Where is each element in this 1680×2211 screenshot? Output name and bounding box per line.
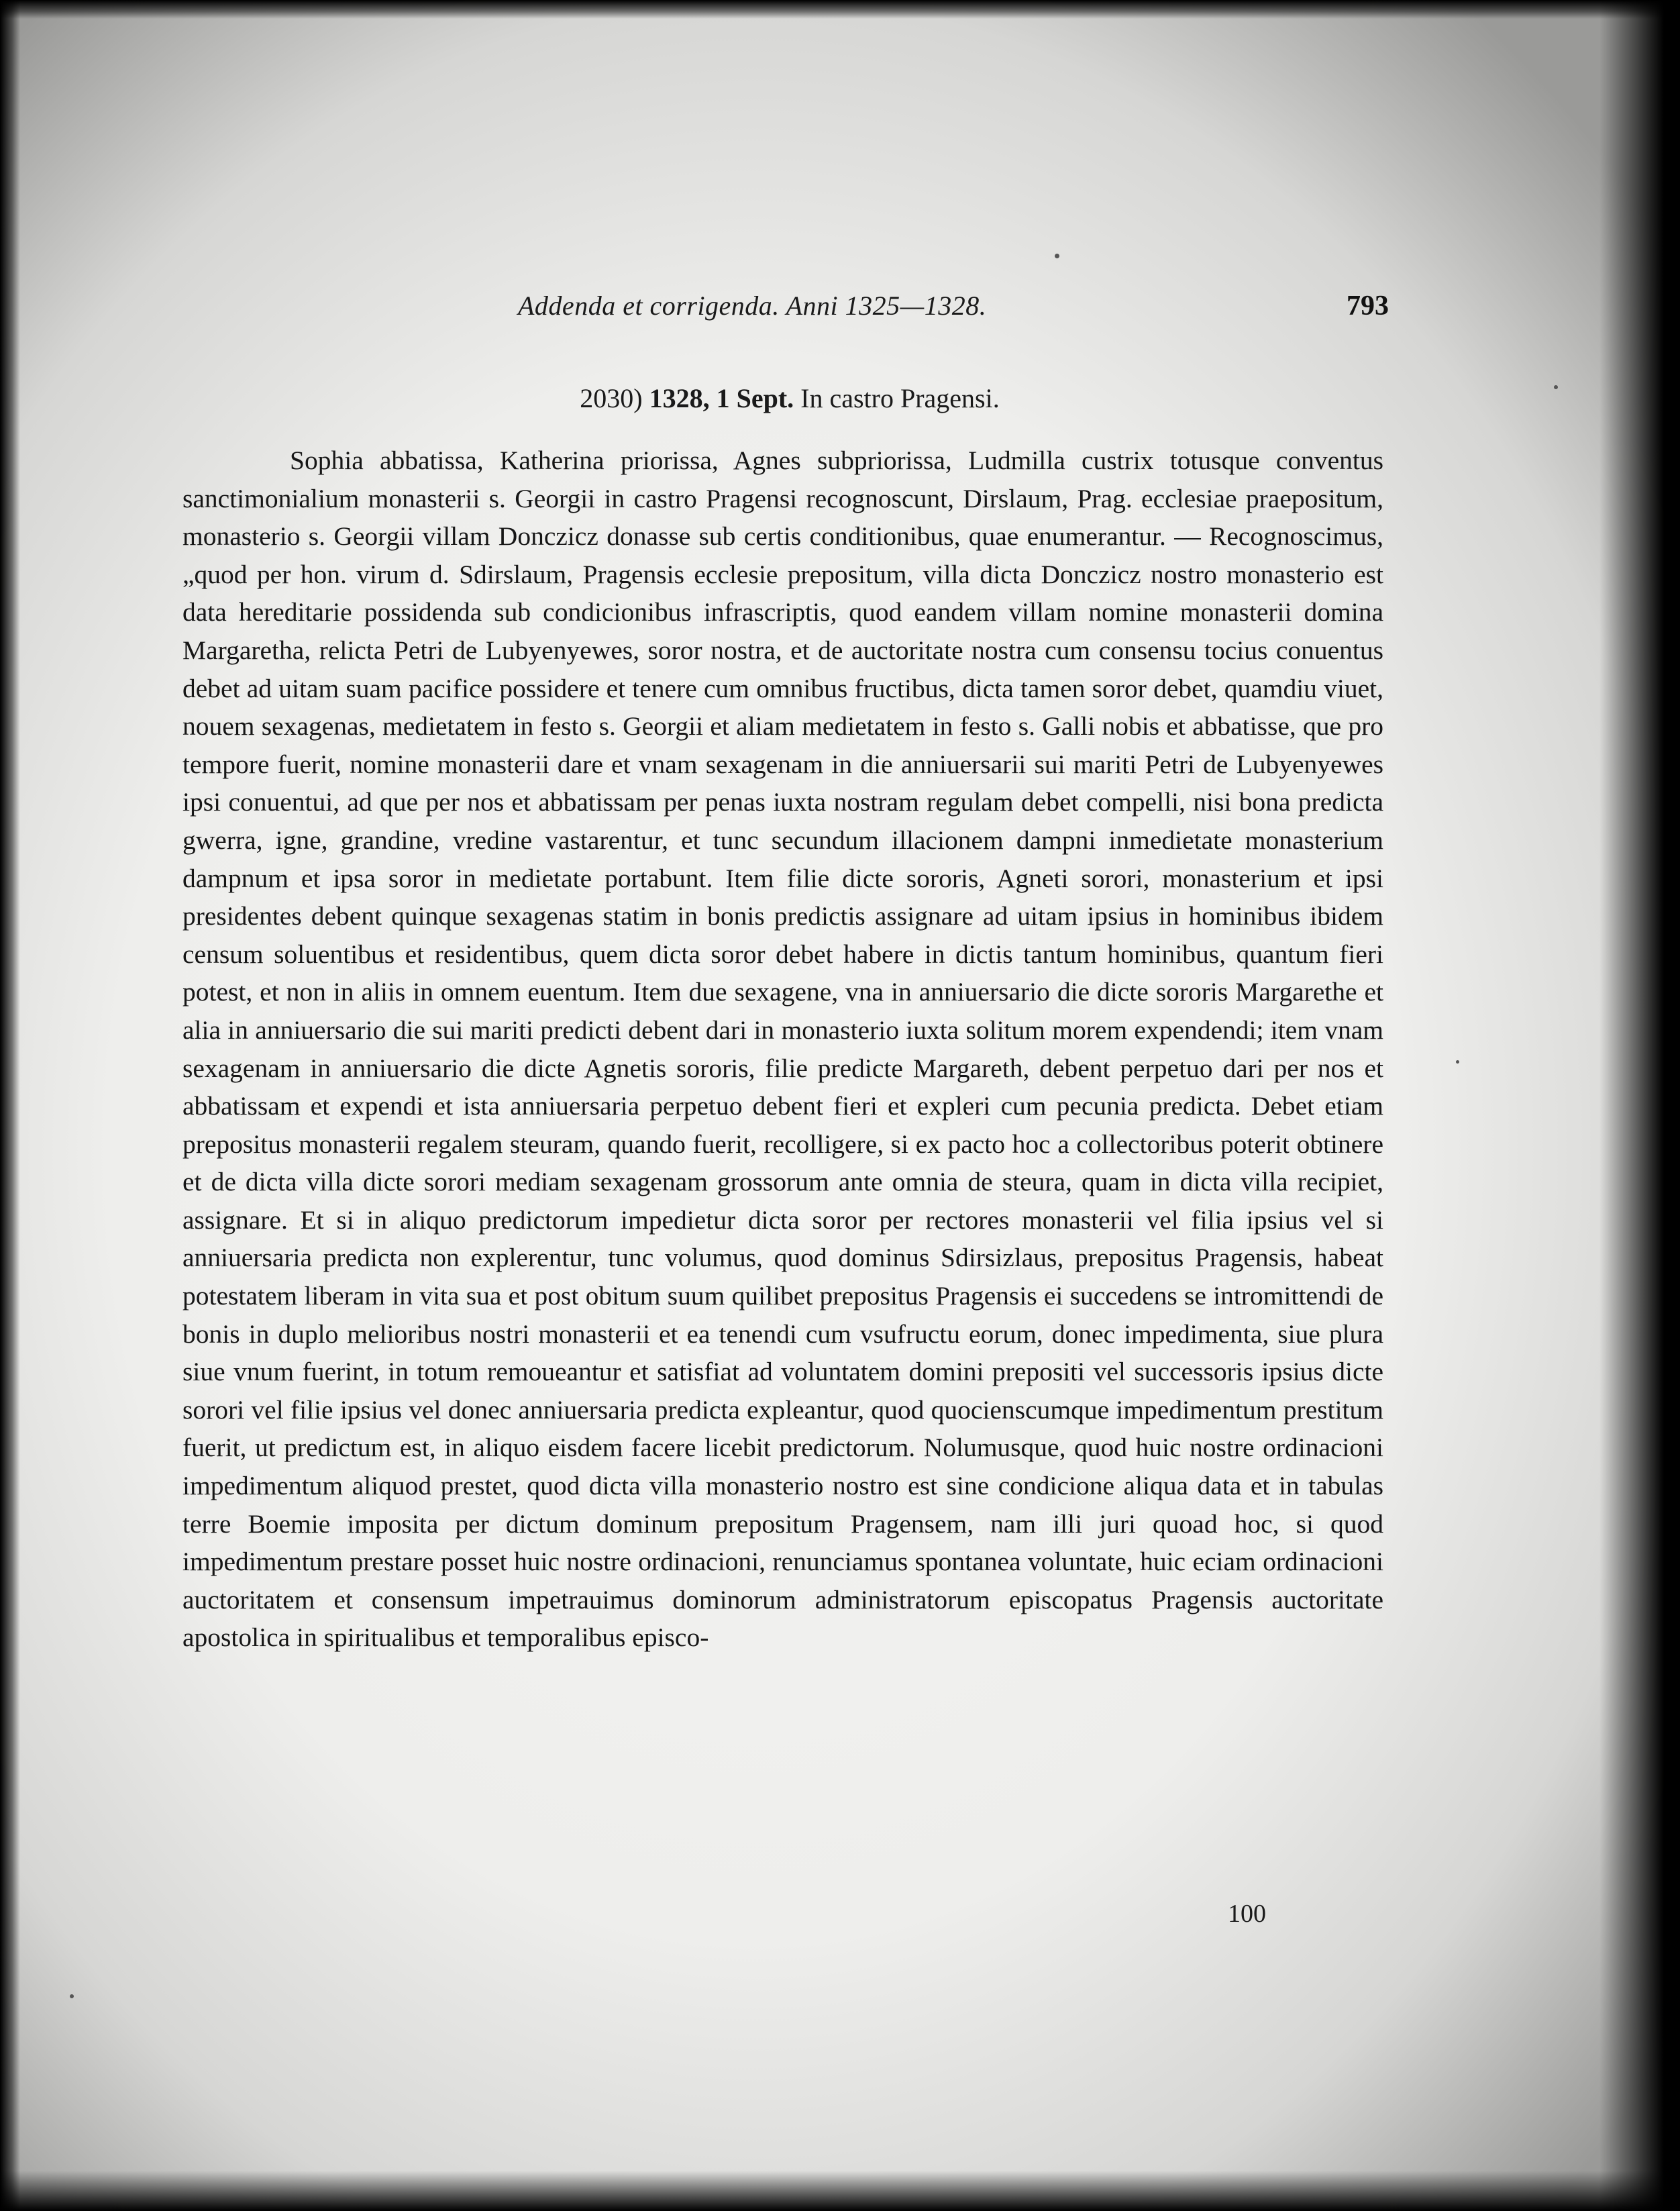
- document-number: 2030): [580, 383, 643, 413]
- body-text: [182, 442, 1383, 1657]
- page-header: [182, 290, 1397, 330]
- dust-speck: [1456, 1060, 1459, 1064]
- dust-speck: [1554, 385, 1558, 389]
- body-paragraph: Sophia abbatissa, Katherina priorissa, Agnes subpriorissa, Ludmilla custrix totusque conventus sanctimonialium monasterii s. Georgii in castro Pragensi recognoscunt, Dirslaum, Prag. ecclesiae praepositum, monasterio s. Georgii villam Donczicz donasse sub certis conditionibus, quae enumerantur. — Recognoscimus, „quod per hon. virum d. Sdirslaum, Pragensis ecclesie prepositum, villa dicta Donczicz nostro monasterio est data hereditarie possidenda sub condicionibus infrascriptis, quod eandem villam nomine monasterii domina Margaretha, relicta Petri de Lubyenyewes, soror nostra, et de auctoritate nostra cum consensu tocius conuentus debet ad uitam suam pacifice possidere et tenere cum omnibus fructibus, dicta tamen soror debet, quamdiu viuet, nouem sexagenas, medietatem in festo s. Georgii et aliam medietatem in festo s. Galli nobis et abbatisse, que pro tempore fuerit, nomine monasterii dare et vnam sexagenam in die anniuersarii sui mariti Petri de Lubyenyewes ipsi conuentui, ad que per nos et abbatissam per penas iuxta nostram regulam debet compelli, nisi bona predicta gwerra, igne, grandine, vredine vastarentur, et tunc secundum illacionem dampni inmedietate monasterium dampnum et ipsa soror in medietate portabunt. Item filie dicte sororis, Agneti sorori, monasterium et ipsi presidentes debent quinque sexagenas statim in bonis predictis assignare ad uitam ipsius in hominibus ibidem censum soluentibus et residentibus, quem dicta soror debet habere in dictis tantum hominibus, quantum fieri potest, et non in aliis in omnem euentum. Item due sexagene, vna in anniuersario die dicte sororis Margarethe et alia in anniuersario die sui mariti predicti debent dari in monasterio iuxta solitum morem expendendi; item vnam sexagenam in anniuersario die dicte Agnetis sororis, filie predicte Margareth, debent perpetuo dari per nos et abbatissam et expendi et ista anniuersaria perpetuo debent fieri et expleri cum pecunia predicta. Debet etiam prepositus monasterii regalem steuram, quando fuerit, recolligere, si ex pacto hoc a collectoribus poterit obtinere et de dicta villa dicte sorori mediam sexagenam grossorum ante omnia de steura, quam in dicta villa recipiet, assignare. Et si in aliquo predictorum impedietur dicta soror per rectores monasterii vel filia ipsius vel si anniuersaria predicta non explerentur, tunc volumus, quod dominus Sdirsizlaus, prepositus Pragensis, habeat potestatem liberam in vita sua et post obitum suum quilibet prepositus Pragensis ei succedens se intromittendi de bonis in duplo melioribus nostri monasterii et ea tenendi cum vsufructu eorum, donec impedimenta, siue plura siue vnum fuerint, in totum remoueantur et satisfiat ad voluntatem domini prepositi vel successoris ipsius dicte sorori vel filie ipsius vel donec anniuersaria predicta expleantur, quod quocienscumque impedimentum prestitum fuerit, ut predictum est, in aliquo eisdem facere licebit predictorum. Nolumusque, quod huic nostre ordinacioni impedimentum aliquod prestet, quod dicta villa monasterio nostro est sine condicione aliqua data et in tabulas terre Boemie imposita per dictum dominum prepositum Pragensem, nam illi juri quoad hoc, si quod impedimentum prestare posset huic nostre ordinacioni, renunciamus spontanea voluntate, huic eciam ordinacioni auctoritatem et consensum impetrauimus dominorum administratorum episcopatus Pragensis auctoritate apostolica in spiritualibus et temporalibus episco-: [182, 446, 1383, 1653]
- running-title: Addenda et corrigenda. Anni 1325—1328.: [518, 291, 987, 321]
- scan-border-top: [0, 0, 1680, 19]
- page-number: 793: [1347, 291, 1389, 321]
- scan-border-bottom: [0, 2171, 1680, 2211]
- document-heading: [182, 382, 1397, 414]
- document-date: 1328, 1 Sept.: [649, 383, 794, 413]
- scan-border-right: [1599, 0, 1680, 2211]
- document-place: In castro Pragensi.: [800, 383, 1000, 413]
- signature-mark: 100: [1228, 1900, 1266, 1928]
- dust-speck: [1055, 254, 1059, 258]
- scan-border-left: [0, 0, 20, 2211]
- dust-speck: [70, 1994, 74, 1998]
